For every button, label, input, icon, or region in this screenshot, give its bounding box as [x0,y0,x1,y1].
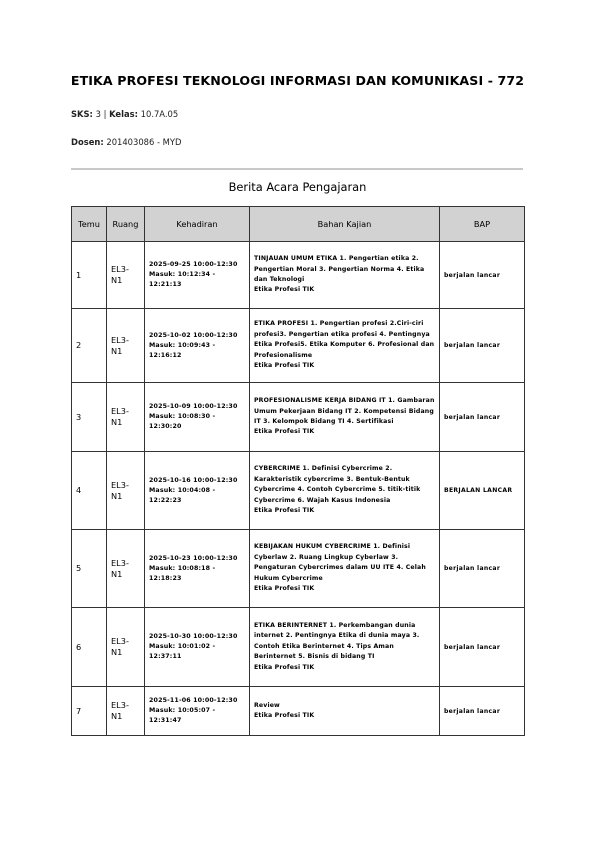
cell-ruang: EL3-N1 [107,242,145,309]
header-ruang: Ruang [107,207,145,242]
section-title: Berita Acara Pengajaran [228,180,367,194]
cell-bahan-kajian [250,452,440,530]
kelas-value: 10.7A.05 [140,109,179,119]
sks-label: SKS: [71,109,93,119]
header-kehadiran: Kehadiran [145,207,250,242]
course-title: ETIKA PROFESI TEKNOLOGI INFORMASI DAN KOMUNIKASI - 772 [70,73,525,88]
cell-kehadiran: 2025-09-25 10:00-12:30 Masuk: 10:12:34 - 12:21:13 [145,242,250,309]
header-bahan-kajian: Bahan Kajian [250,207,440,242]
bahan-source: Etika Profesi TIK [254,428,315,436]
cell-temu: 7 [72,687,107,736]
bahan-text: CYBERCRIME 1. Definisi Cybercrime 2. Karakteristik cybercrime 3. Bentuk-Bentuk Cybercrime 4. Contoh Cybercrime 5. titik-titik Cybercrime 6. Wajah Kasus Indonesia [254,465,421,504]
dosen-value: 201403086 - MYD [106,137,182,147]
dosen-label: Dosen: [71,137,104,147]
table-row [72,608,525,687]
cell-temu: 6 [72,608,107,687]
bahan-source: Etika Profesi TIK [254,286,315,294]
bahan-source: Etika Profesi TIK [254,507,315,515]
divider [71,168,523,170]
header-bap: BAP [440,207,525,242]
table-header-row [72,207,525,242]
table-row [72,452,525,530]
cell-ruang: EL3-N1 [107,687,145,736]
cell-bahan-kajian [250,309,440,383]
header-temu: Temu [72,207,107,242]
cell-temu: 1 [72,242,107,309]
cell-bap: berjalan lancar [440,309,525,383]
lecturer-meta [71,137,181,147]
bahan-source: Etika Profesi TIK [254,663,315,671]
cell-bahan-kajian [250,687,440,736]
cell-temu: 2 [72,309,107,383]
table-row [72,242,525,309]
cell-ruang: EL3-N1 [107,309,145,383]
course-meta [71,109,178,119]
cell-bap: berjalan lancar [440,383,525,452]
cell-ruang: EL3-N1 [107,383,145,452]
cell-bap: berjalan lancar [440,687,525,736]
cell-ruang: EL3-N1 [107,530,145,608]
cell-temu: 4 [72,452,107,530]
cell-bahan-kajian [250,242,440,309]
cell-kehadiran: 2025-11-06 10:00-12:30 Masuk: 10:05:07 - 12:31:47 [145,687,250,736]
bahan-text: ETIKA BERINTERNET 1. Perkembangan dunia internet 2. Pentingnya Etika di dunia maya 3. Contoh Etika Berinternet 4. Tips Aman Berinternet 5. Bisnis di bidang TI [254,621,420,661]
cell-kehadiran: 2025-10-02 10:00-12:30 Masuk: 10:09:43 - 12:16:12 [145,309,250,383]
cell-kehadiran: 2025-10-30 10:00-12:30 Masuk: 10:01:02 - 12:37:11 [145,608,250,687]
table-row [72,530,525,608]
cell-kehadiran: 2025-10-16 10:00-12:30 Masuk: 10:04:08 - 12:22:23 [145,452,250,530]
cell-bahan-kajian [250,383,440,452]
cell-kehadiran: 2025-10-23 10:00-12:30 Masuk: 10:08:18 - 12:18:23 [145,530,250,608]
bahan-source: Etika Profesi TIK [254,585,315,593]
table-row [72,687,525,736]
bahan-source: Etika Profesi TIK [254,712,315,719]
meta-separator: | [103,109,107,119]
cell-bap: berjalan lancar [440,608,525,687]
cell-bap: berjalan lancar [440,242,525,309]
cell-ruang: EL3-N1 [107,452,145,530]
cell-temu: 5 [72,530,107,608]
cell-temu: 3 [72,383,107,452]
teaching-log-table [71,206,525,736]
bahan-text: KEBIJAKAN HUKUM CYBERCRIME 1. Definisi Cyberlaw 2. Ruang Lingkup Cyberlaw 3. Pengaturan Cybercrimes dalam UU ITE 4. Celah Hukum Cybercrime [254,543,426,582]
bahan-text: TINJAUAN UMUM ETIKA 1. Pengertian etika 2. Pengertian Moral 3. Pengertian Norma 4. Etika dan Teknologi [254,255,425,283]
kelas-label: Kelas: [109,109,138,119]
cell-bahan-kajian [250,530,440,608]
cell-bap: BERJALAN LANCAR [440,452,525,530]
table-row [72,309,525,383]
bahan-text: Review [254,701,280,709]
bahan-text: ETIKA PROFESI 1. Pengertian profesi 2.Ciri-ciri profesi3. Pengertian etika profesi 4. Pentingnya Etika Profesi5. Etika Komputer 6. Profesional dan Profesionalisme [254,320,435,359]
cell-bahan-kajian [250,608,440,687]
cell-kehadiran: 2025-10-09 10:00-12:30 Masuk: 10:08:30 - 12:30:20 [145,383,250,452]
cell-ruang: EL3-N1 [107,608,145,687]
sks-value: 3 [95,109,101,119]
bahan-text: PROFESIONALISME KERJA BIDANG IT 1. Gambaran Umum Pekerjaan Bidang IT 2. Kompetensi Bidang IT 3. Kelompok Bidang TI 4. Sertifikasi [254,397,435,425]
table-row [72,383,525,452]
bahan-source: Etika Profesi TIK [254,362,315,370]
cell-bap: berjalan lancar [440,530,525,608]
